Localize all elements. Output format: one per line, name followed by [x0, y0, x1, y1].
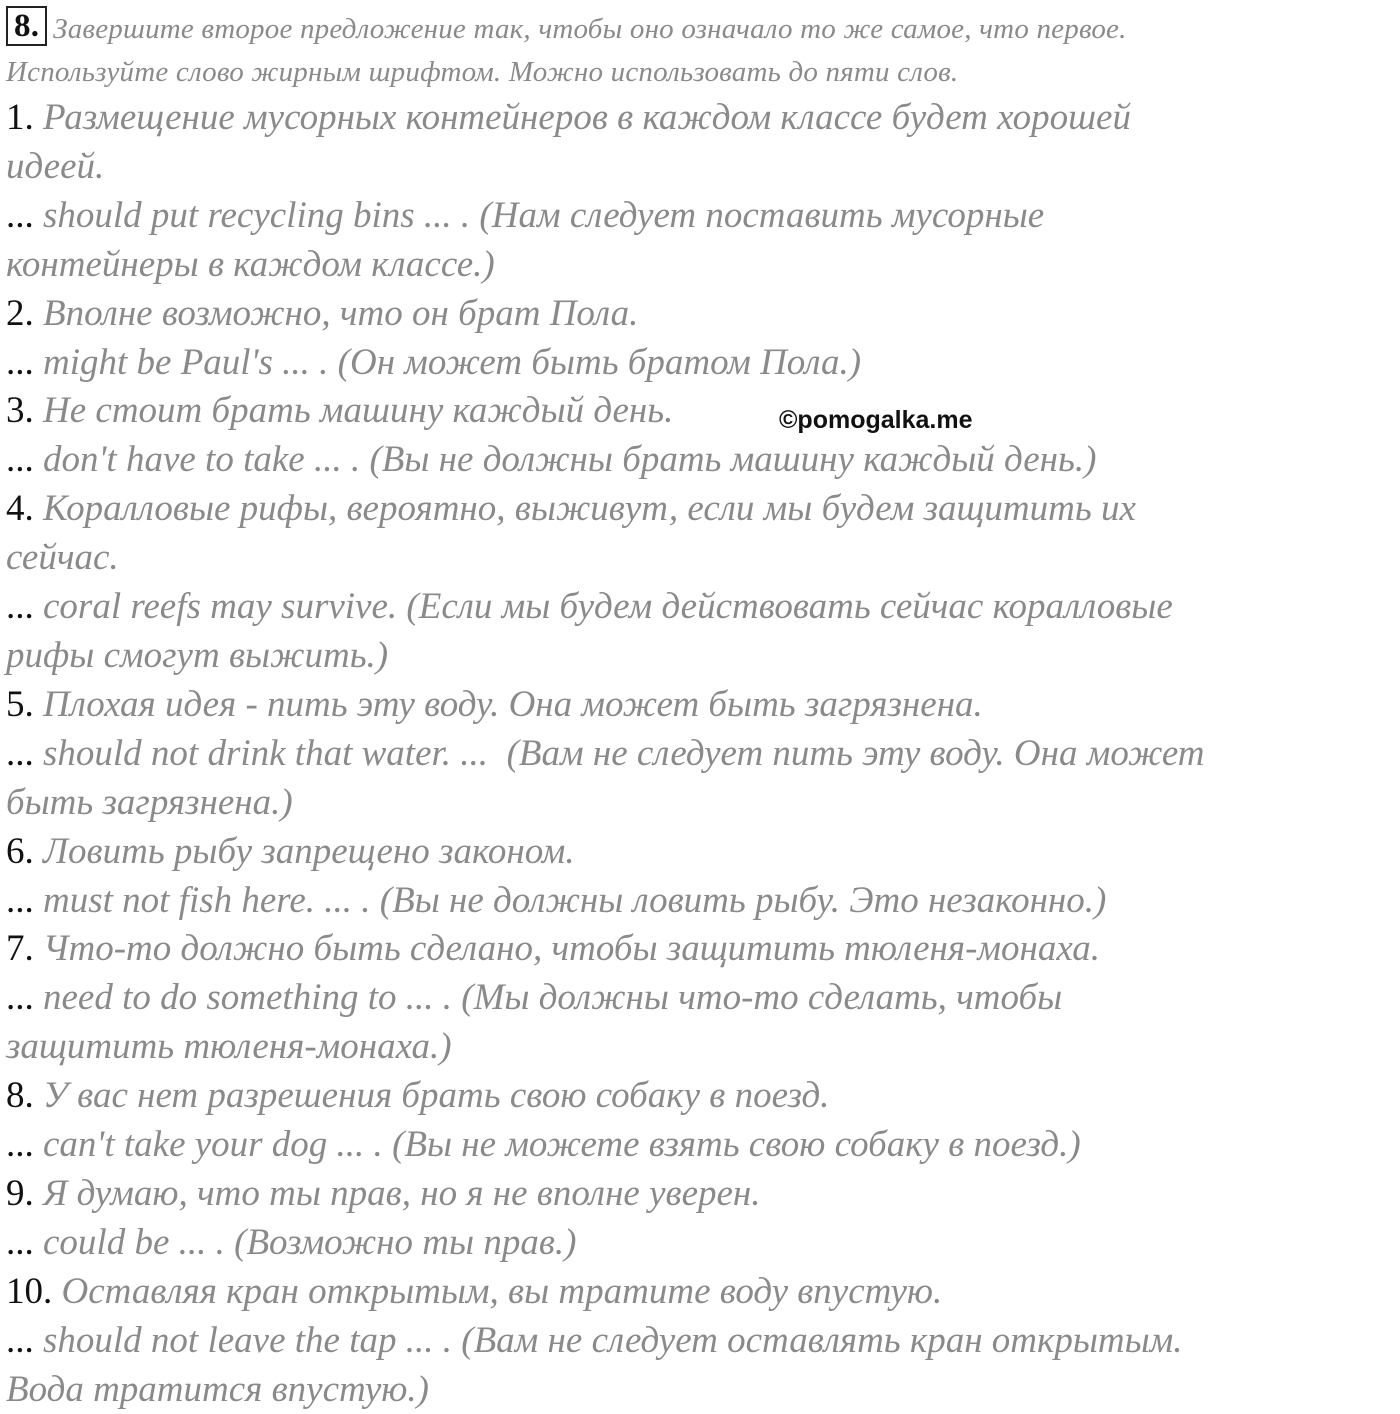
item-gap-prefix: ...	[6, 439, 34, 481]
exercise-item	[6, 681, 1398, 828]
item-number: 4.	[6, 488, 34, 530]
item-english-answer: coral reefs may survive.	[43, 586, 398, 628]
exercise-item	[6, 290, 1398, 388]
item-translation-cont: быть загрязнена.)	[6, 781, 293, 823]
item-translation-cont: контейнеры в каждом классе.)	[6, 243, 495, 285]
item-gap-prefix: ...	[6, 732, 34, 774]
item-number: 1.	[6, 97, 34, 138]
item-number: 3.	[6, 390, 34, 432]
item-russian-sentence: Плохая идея - пить эту воду. Она может быть загрязнена.	[43, 683, 983, 725]
item-translation: (Возможно ты прав.)	[234, 1221, 577, 1263]
exercise-item	[6, 94, 1398, 290]
exercise-item	[6, 1072, 1398, 1170]
item-gap-prefix: ...	[6, 879, 34, 921]
item-translation: (Мы должны что-то сделать, чтобы	[461, 977, 1063, 1019]
item-gap-prefix: ...	[6, 977, 34, 1019]
item-russian-sentence: Что-то должно быть сделано, чтобы защитить тюленя-монаха.	[43, 928, 1101, 970]
task-header	[6, 6, 1398, 94]
item-russian-sentence-cont: идеей.	[6, 145, 105, 187]
item-translation-cont: защитить тюленя-монаха.)	[6, 1026, 452, 1068]
exercise-item	[6, 1268, 1398, 1414]
site-watermark: ©pomogalka.me	[779, 406, 973, 434]
item-number: 6.	[6, 830, 34, 872]
exercise-item	[6, 828, 1398, 926]
item-russian-sentence: Оставляя кран открытым, вы тратите воду впустую.	[61, 1270, 943, 1312]
item-translation: (Вам не следует оставлять кран открытым.	[461, 1319, 1183, 1361]
item-translation: (Вам не следует пить эту воду. Она может	[506, 732, 1205, 774]
item-english-answer: should not leave the tap ... .	[43, 1319, 452, 1361]
item-russian-sentence: Коралловые рифы, вероятно, выживут, если мы будем защитить их	[43, 488, 1136, 530]
item-english-answer: need to do something to ... .	[43, 977, 453, 1019]
item-russian-sentence: Я думаю, что ты прав, но я не вполне уверен.	[43, 1172, 761, 1214]
item-translation: (Вы не должны брать машину каждый день.)	[369, 439, 1097, 481]
exercise-item	[6, 485, 1398, 681]
item-gap-prefix: ...	[6, 1319, 34, 1361]
item-english-answer: don't have to take ... .	[43, 439, 361, 481]
exercise-item	[6, 387, 1398, 485]
exercise-item	[6, 1170, 1398, 1268]
exercise-page	[6, 6, 1398, 1414]
item-number: 8.	[6, 1075, 34, 1117]
item-english-answer: should put recycling bins ... .	[43, 194, 471, 236]
item-russian-sentence: Ловить рыбу запрещено законом.	[43, 830, 575, 872]
item-russian-sentence: Размещение мусорных контейнеров в каждом классе будет хорошей	[43, 97, 1131, 138]
item-translation-cont: рифы смогут выжить.)	[6, 634, 389, 676]
item-gap-prefix: ...	[6, 1221, 34, 1263]
exercise-item	[6, 925, 1398, 1072]
item-number: 7.	[6, 928, 34, 970]
item-russian-sentence-cont: сейчас.	[6, 537, 119, 579]
item-gap-prefix: ...	[6, 194, 34, 236]
item-russian-sentence: У вас нет разрешения брать свою собаку в поезд.	[43, 1075, 830, 1117]
item-gap-prefix: ...	[6, 586, 34, 628]
item-number: 5.	[6, 683, 34, 725]
item-translation: (Вы не должны ловить рыбу. Это незаконно.)	[379, 879, 1107, 921]
item-translation: (Он может быть братом Пола.)	[337, 341, 862, 383]
item-english-answer: must not fish here. ... .	[43, 879, 371, 921]
item-gap-prefix: ...	[6, 1124, 34, 1166]
item-gap-prefix: ...	[6, 341, 34, 383]
item-number: 10.	[6, 1270, 53, 1312]
item-english-answer: should not drink that water. ...	[43, 732, 489, 774]
item-english-answer: could be ... .	[43, 1221, 225, 1263]
exercise-items	[6, 94, 1398, 1414]
item-russian-sentence: Вполне возможно, что он брат Пола.	[43, 292, 639, 334]
item-number: 9.	[6, 1172, 34, 1214]
instruction-line-2: Используйте слово жирным шрифтом. Можно использовать до пяти слов.	[6, 56, 959, 88]
item-english-answer: can't take your dog ... .	[43, 1124, 383, 1166]
instruction-line-1: Завершите второе предложение так, чтобы оно означало то же самое, что первое.	[53, 13, 1127, 45]
item-translation: (Вы не можете взять свою собаку в поезд.)	[392, 1124, 1081, 1166]
item-number: 2.	[6, 292, 34, 334]
item-translation: (Нам следует поставить мусорные	[479, 194, 1045, 236]
item-english-answer: might be Paul's ... .	[43, 341, 329, 383]
task-number-badge: 8.	[6, 6, 47, 46]
item-translation-cont: Вода тратится впустую.)	[6, 1368, 429, 1410]
item-translation: (Если мы будем действовать сейчас коралловые	[406, 586, 1173, 628]
item-russian-sentence: Не стоит брать машину каждый день.	[43, 390, 674, 432]
